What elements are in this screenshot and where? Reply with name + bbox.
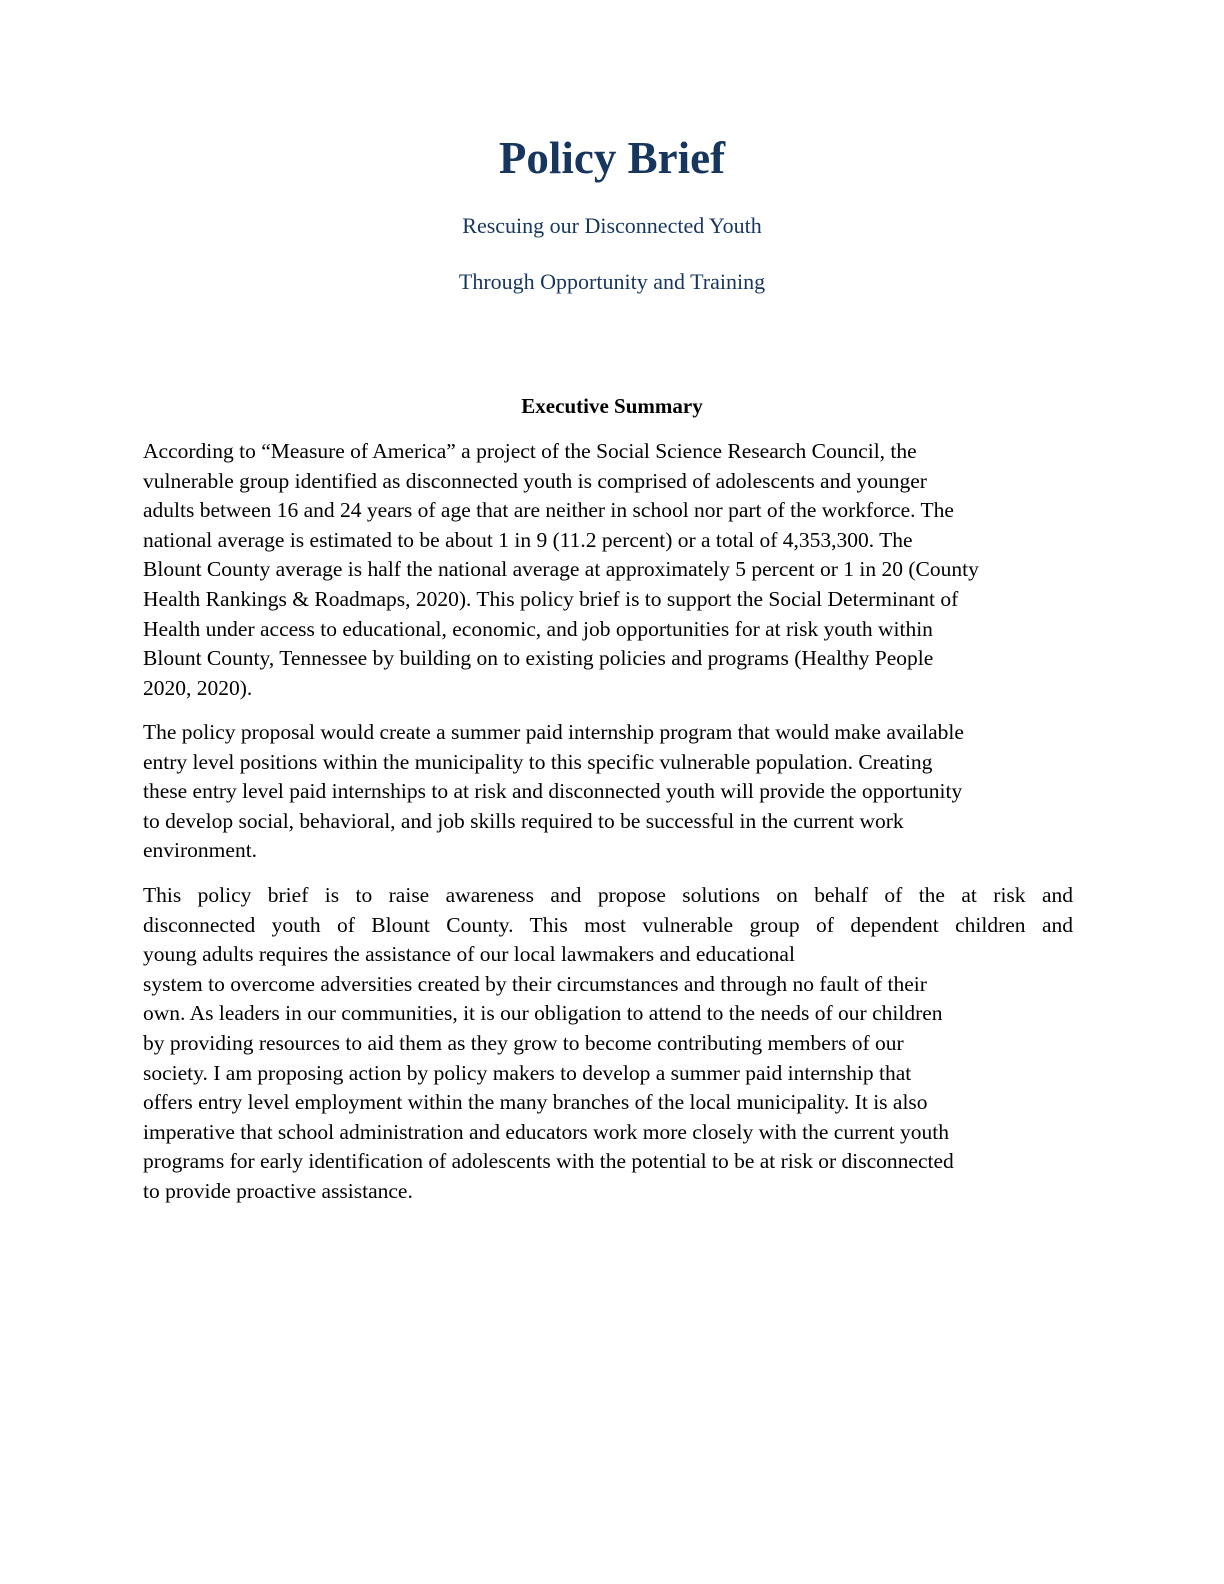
paragraph-line: disconnected youth of Blount County. This most vulnerable group of dependent children and <box>143 912 1073 937</box>
paragraph-line: environment. <box>143 838 258 863</box>
paragraph-line: entry level positions within the municipality to this specific vulnerable population. Creating <box>143 749 933 774</box>
paragraph-line: Blount County average is half the national average at approximately 5 percent or 1 in 20 (County <box>143 557 979 582</box>
paragraph-1 <box>143 437 1083 703</box>
paragraph-line: imperative that school administration and educators work more closely with the current youth <box>143 1119 950 1144</box>
paragraph-line: Health Rankings & Roadmaps, 2020). This policy brief is to support the Social Determinant of <box>143 586 959 611</box>
paragraph-line: own. As leaders in our communities, it is our obligation to attend to the needs of our children <box>143 1001 943 1026</box>
paragraph-line: This policy brief is to raise awareness and propose solutions on behalf of the at risk and <box>143 883 1073 907</box>
paragraph-line: 2020, 2020). <box>143 675 253 700</box>
paragraph-line: these entry level paid internships to at risk and disconnected youth will provide the opportunity <box>143 779 963 804</box>
paragraph-line: Health under access to educational, economic, and job opportunities for at risk youth within <box>143 616 933 641</box>
paragraph-line: Blount County, Tennessee by building on to existing policies and programs (Healthy People <box>143 646 934 671</box>
paragraph-line: system to overcome adversities created by their circumstances and through no fault of their <box>143 971 927 996</box>
paragraph-line: young adults requires the assistance of our local lawmakers and educational <box>143 942 795 967</box>
paragraph-line: programs for early identification of adolescents with the potential to be at risk or disconnected <box>143 1149 954 1174</box>
paragraph-line: by providing resources to aid them as they grow to become contributing members of our <box>143 1030 904 1055</box>
paragraph-line: society. I am proposing action by policy makers to develop a summer paid internship that <box>143 1060 912 1085</box>
paragraph-line: to develop social, behavioral, and job skills required to be successful in the current work <box>143 808 904 833</box>
paragraph-line: According to “Measure of America” a project of the Social Science Research Council, the <box>143 439 917 463</box>
document-title: Policy Brief <box>498 133 726 183</box>
paragraph-line: The policy proposal would create a summer paid internship program that would make available <box>143 720 964 744</box>
paragraph-2 <box>143 718 1083 866</box>
subtitle-line-1: Rescuing our Disconnected Youth <box>462 213 762 238</box>
paragraph-line: offers entry level employment within the many branches of the local municipality. It is also <box>143 1090 928 1115</box>
subtitle-line-2: Through Opportunity and Training <box>458 269 766 294</box>
paragraph-line: vulnerable group identified as disconnected youth is comprised of adolescents and younger <box>143 468 927 493</box>
paragraph-line: to provide proactive assistance. <box>143 1178 413 1203</box>
paragraph-line: national average is estimated to be about 1 in 9 (11.2 percent) or a total of 4,353,300. The <box>143 527 913 552</box>
executive-summary-heading: Executive Summary <box>521 394 703 418</box>
paragraph-3 <box>143 881 1083 1207</box>
paragraph-line: adults between 16 and 24 years of age that are neither in school nor part of the workforce. The <box>143 498 954 523</box>
